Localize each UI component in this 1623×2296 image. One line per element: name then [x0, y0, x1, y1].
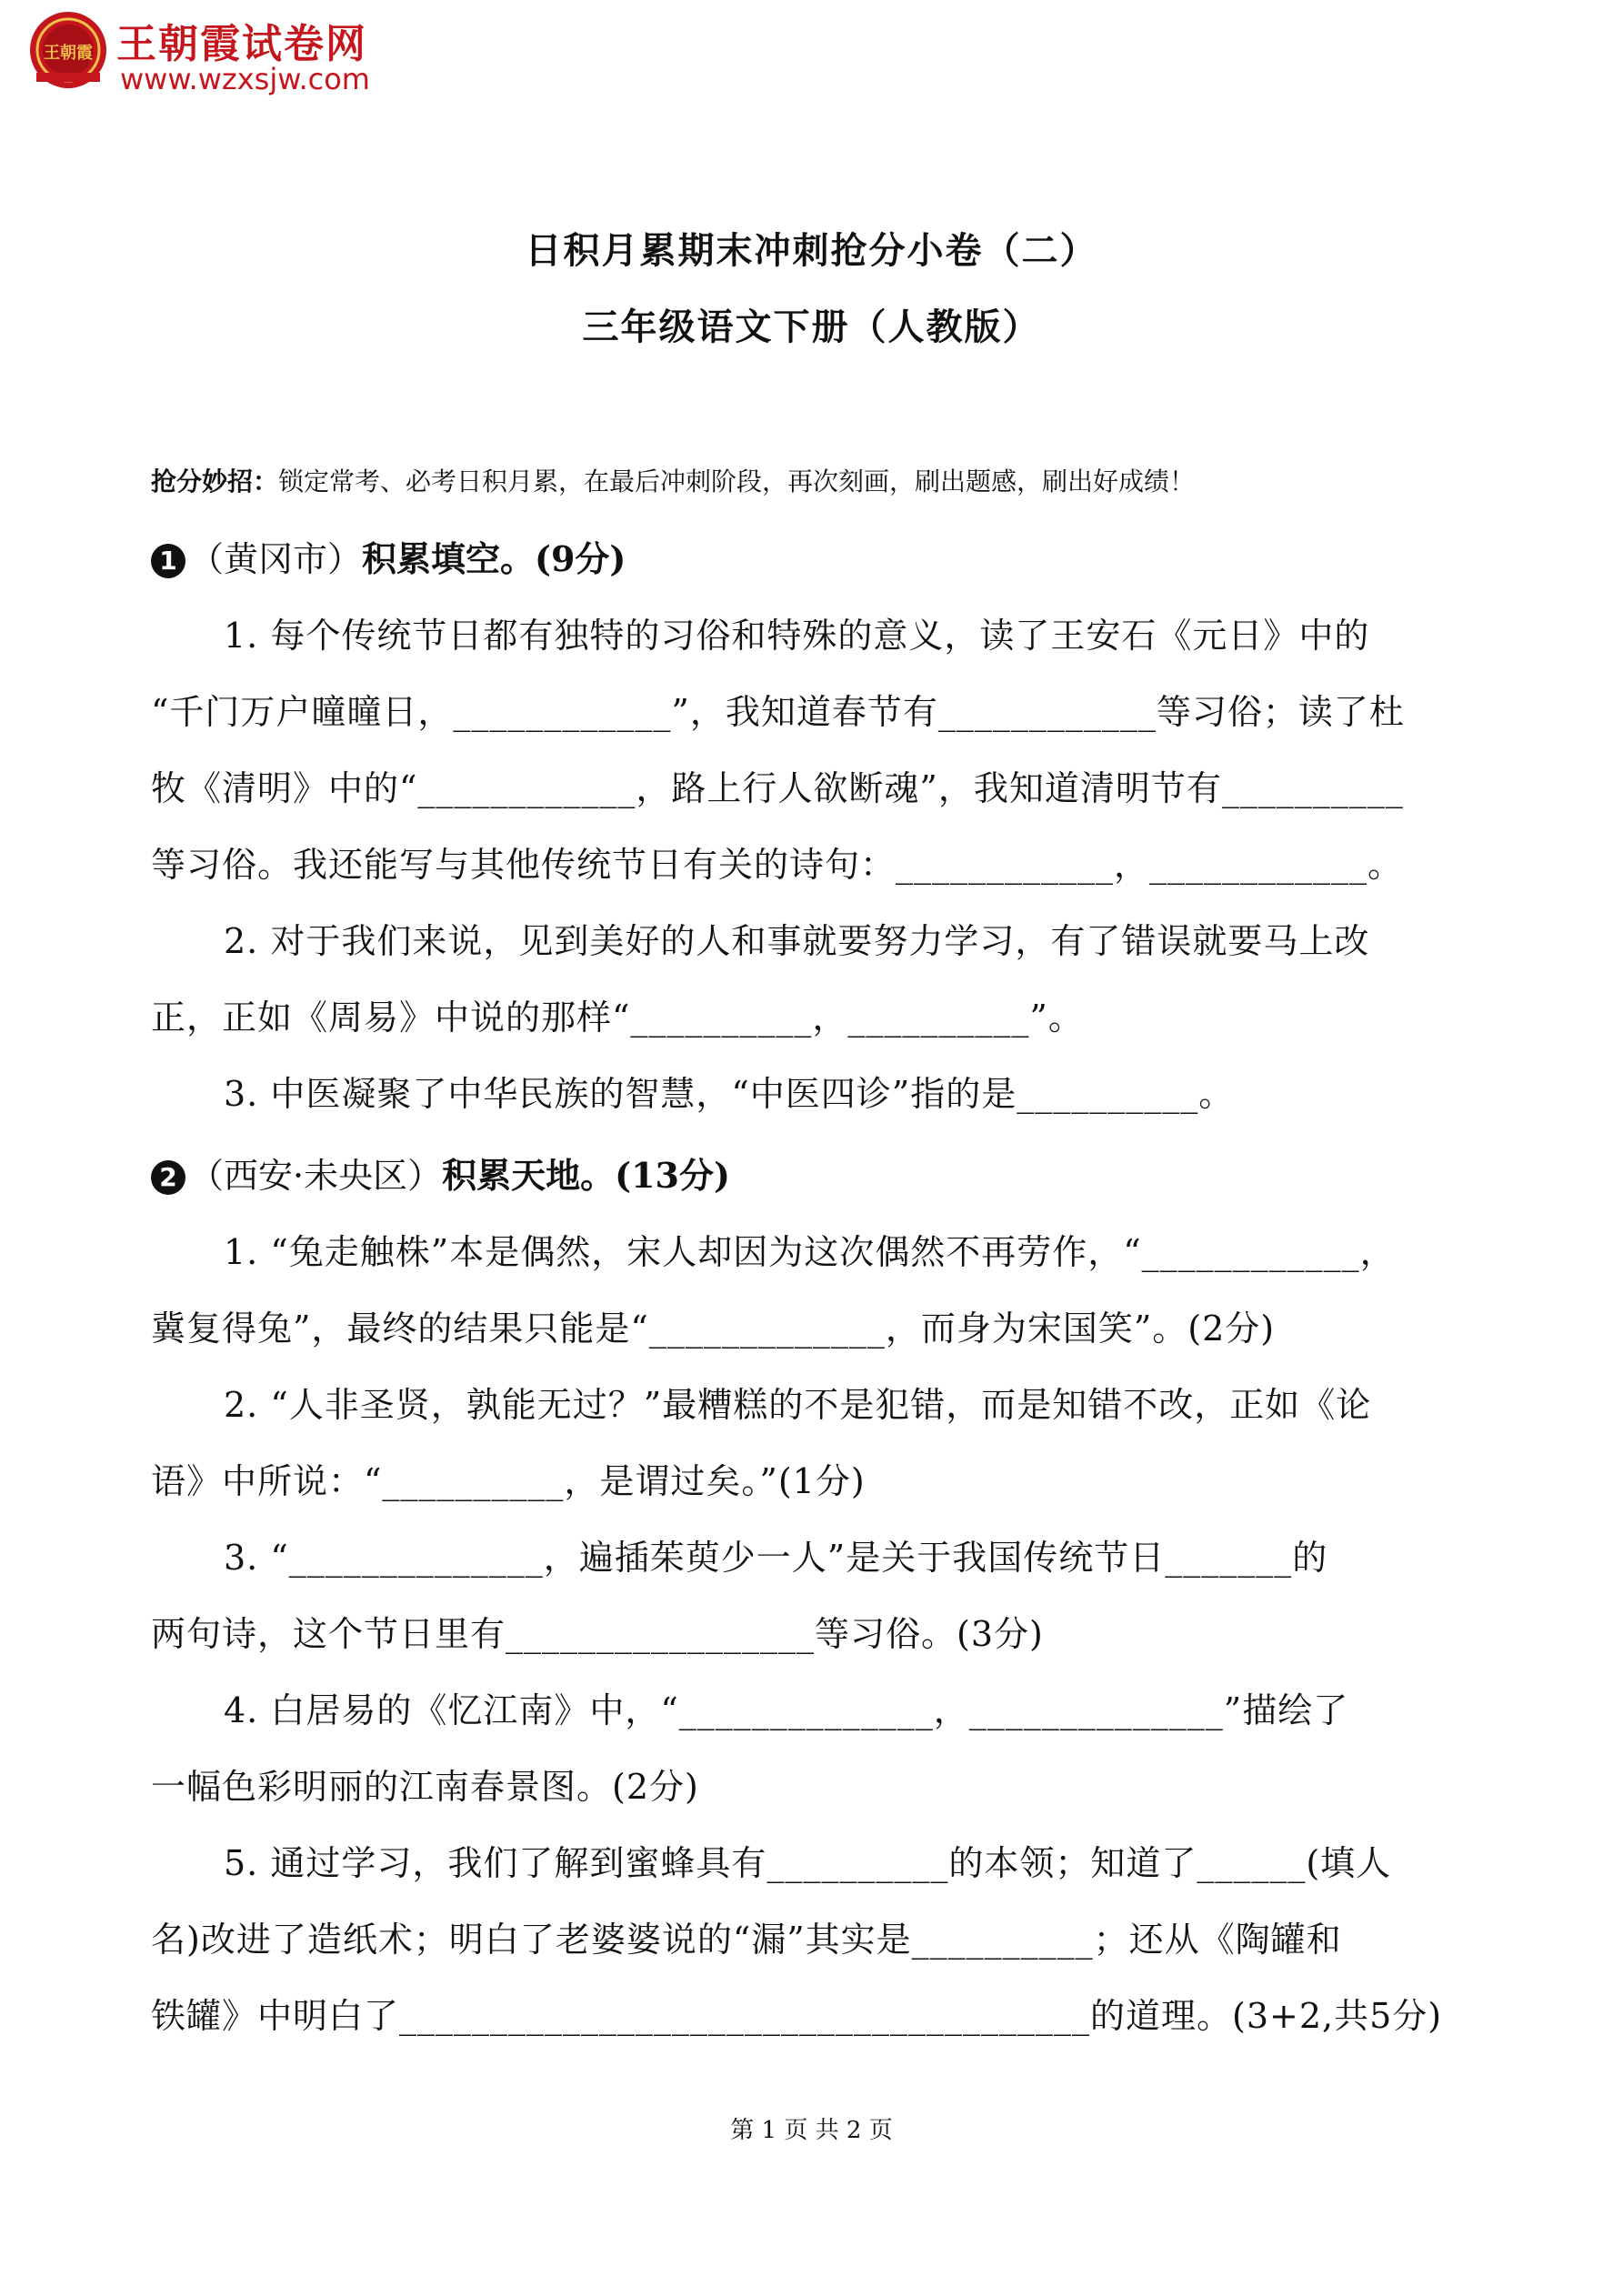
brand-logo: [27, 9, 409, 100]
section-number-badge: 2: [151, 1160, 185, 1195]
question-line: 3. “______________，遍插茱萸少一人”是关于我国传统节日_______的: [224, 1538, 1328, 1578]
section-2-heading: [151, 1148, 730, 1198]
page-subtitle: 三年级语文下册（人教版）: [582, 306, 1041, 348]
question-line: 牧《清明》中的“____________，路上行人欲断魂”，我知道清明节有__________: [151, 768, 1404, 808]
question-line: 语》中所说：“__________，是谓过矣。”(1分): [151, 1461, 866, 1501]
brand-name: 王朝霞试卷网: [116, 21, 367, 67]
svg-text:王朝霞: 王朝霞: [44, 44, 93, 63]
tip-line: [151, 462, 1195, 498]
section-number-badge: 1: [151, 544, 185, 578]
question-line: 1. “兔走触株”本是偶然，宋人却因为这次偶然不再劳作，“____________，: [224, 1232, 1396, 1272]
tip-label: 抢分妙招：: [151, 466, 279, 496]
section-title: 积累天地。(13分): [442, 1155, 730, 1196]
question-line: 一幅色彩明丽的江南春景图。(2分): [151, 1767, 699, 1807]
question-line: “千门万户曈曈日，____________”，我知道春节有____________等习俗；读了杜: [151, 692, 1405, 732]
page-footer: 第 1 页 共 2 页: [730, 2117, 893, 2144]
tip-text: 锁定常考、必考日积月累，在最后冲刺阶段，再次刻画，刷出题感，刷出好成绩！: [278, 466, 1196, 496]
section-title: 积累填空。(9分): [362, 538, 626, 579]
brand-url[interactable]: www.wzxsjw.com: [120, 62, 370, 96]
question-line: 冀复得兔”，最终的结果只能是“_____________，而身为宋国笑”。(2分): [151, 1308, 1276, 1349]
section-region: （黄冈市）: [189, 539, 363, 579]
page-title: 日积月累期末冲刺抢分小卷（二）: [525, 229, 1098, 272]
section-region: （西安·未央区）: [189, 1156, 443, 1196]
question-line: 铁罐》中明白了______________________________________的道理。(3+2,共5分): [151, 1996, 1443, 2036]
question-line: 名)改进了造纸术；明白了老婆婆说的“漏”其实是__________；还从《陶罐和: [151, 1920, 1342, 1960]
question-line: 等习俗。我还能写与其他传统节日有关的诗句：____________，____________。: [151, 845, 1404, 885]
section-1-heading: [151, 531, 626, 581]
question-line: 2. “人非圣贤，孰能无过？”最糟糕的不是犯错，而是知错不改，正如《论: [224, 1385, 1372, 1425]
question-line: 2. 对于我们来说，见到美好的人和事就要努力学习，有了错误就要马上改: [224, 921, 1370, 961]
question-line: 4. 白居易的《忆江南》中，“______________，______________”描绘了: [224, 1690, 1349, 1730]
question-line: 两句诗，这个节日里有_________________等习俗。(3分): [151, 1614, 1044, 1654]
question-line: 1. 每个传统节日都有独特的习俗和特殊的意义，读了王安石《元日》中的: [224, 616, 1370, 656]
seal-icon: [27, 9, 109, 91]
question-line: 正，正如《周易》中说的那样“__________，__________”。: [151, 998, 1084, 1038]
question-line: 5. 通过学习，我们了解到蜜蜂具有__________的本领；知道了______(填人: [224, 1843, 1392, 1883]
question-line: 3. 中医凝聚了中华民族的智慧，“中医四诊”指的是__________。: [224, 1074, 1235, 1114]
